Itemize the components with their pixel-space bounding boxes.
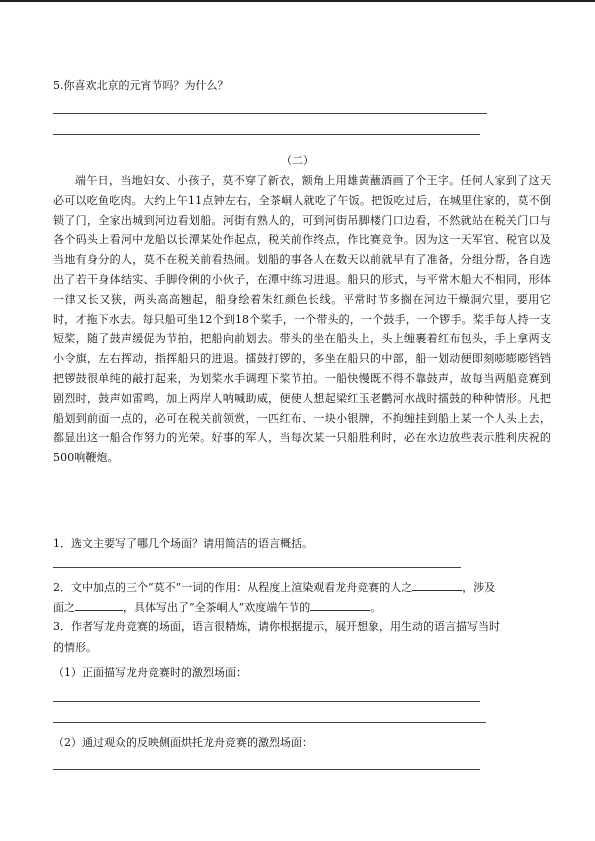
- question-3-line-2: 的情形。: [53, 641, 97, 654]
- question-2-text: 面之: [53, 601, 75, 614]
- question-2-text: 。: [370, 601, 382, 614]
- blank-field: [310, 599, 370, 611]
- question-2-text: ，涉及: [462, 581, 496, 594]
- question-2-line-2: [53, 599, 381, 616]
- question-3-part-1: （1）正面描写龙舟竞赛时的激烈场面：: [53, 666, 247, 679]
- question-2-text: 2．文中加点的三个“莫不”一词的作用：从程度上渲染观看龙舟竞赛的人之: [53, 581, 413, 594]
- section-title: （二）: [281, 154, 314, 167]
- question-2-text: ，具体写出了“全茶峒人”欢度端午节的: [123, 601, 311, 614]
- blank-field: [412, 579, 462, 591]
- answer-line: [53, 701, 480, 702]
- top-rule: [0, 0, 595, 2]
- answer-line: [53, 722, 486, 723]
- answer-line: [53, 567, 461, 568]
- answer-line: [53, 769, 480, 770]
- question-3-part-2: （2）通过观众的反映侧面烘托龙舟竞赛的激烈场面：: [53, 736, 313, 749]
- blank-field: [75, 599, 123, 611]
- answer-line: [53, 134, 480, 135]
- question-2-line-1: [53, 579, 495, 596]
- question-3-line-1: 3．作者写龙舟竞赛的场面，语言很精炼，请你根据提示，展开想象，用生动的语言描写当时: [53, 620, 500, 633]
- passage-text: 端午日，当地妇女、小孩子，莫不穿了新衣，额角上用雄黄蘸酒画了个王字。任何人家到了这天必可以吃鱼吃肉。大约上午11点钟左右，全茶峒人就吃了午饭。把饭吃过后，在城里住家的，莫不倒锁了门，全家出城到河边看划船。河街有熟人的，可到河街吊脚楼门口边看，不然就站在税关门口与各个码头上看河中龙船以长潭某处作起点，税关前作终点，作比赛竞争。因为这一天军官、税官以及当地有身分的人，莫不在税关前看热闹。划船的事各人在数天以前就早有了准备，分组分帮，各自选出了若干身体结实、手脚伶俐的小伙子，在潭中练习进退。船只的形式，与平常木船大不相同，形体一律又长又狭，两头高高翘起，船身绘着朱红颜色长线。平常时节多搁在河边干燥洞穴里，要用它时，才拖下水去。每只船可坐12个到18个桨手，一个带头的，一个鼓手，一个锣手。桨手每人持一支短桨，随了鼓声缓促为节拍，把船向前划去。带头的坐在船头上，头上缠裹着红布包头，手上拿两支小令旗，左右挥动，指挥船只的进退。擂鼓打锣的，多坐在船只的中部，船一划动便即刻嘭嘭嘭铛铛把锣鼓很单纯的敲打起来，为划桨水手调理下桨节拍。一船快慢既不得不靠鼓声，故每当两船竞赛到剧烈时，鼓声如雷鸣，加上两岸人呐喊助威，便使人想起梁红玉老鹳河水战时擂鼓的种种情形。凡把船划到前面一点的，必可在税关前领赏，一匹红布、一块小银牌，不拘缠挂到船上某一个人头上去，都显出这一船合作努力的光荣。好事的军人，当每次某一只船胜利时，必在水边放些表示胜利庆祝的500响鞭炮。: [53, 174, 551, 465]
- question-1: 1．选文主要写了哪几个场面？请用简洁的语言概括。: [53, 537, 313, 550]
- question-5: 5.你喜欢北京的元宵节吗？为什么？: [53, 79, 229, 92]
- answer-line: [53, 113, 487, 114]
